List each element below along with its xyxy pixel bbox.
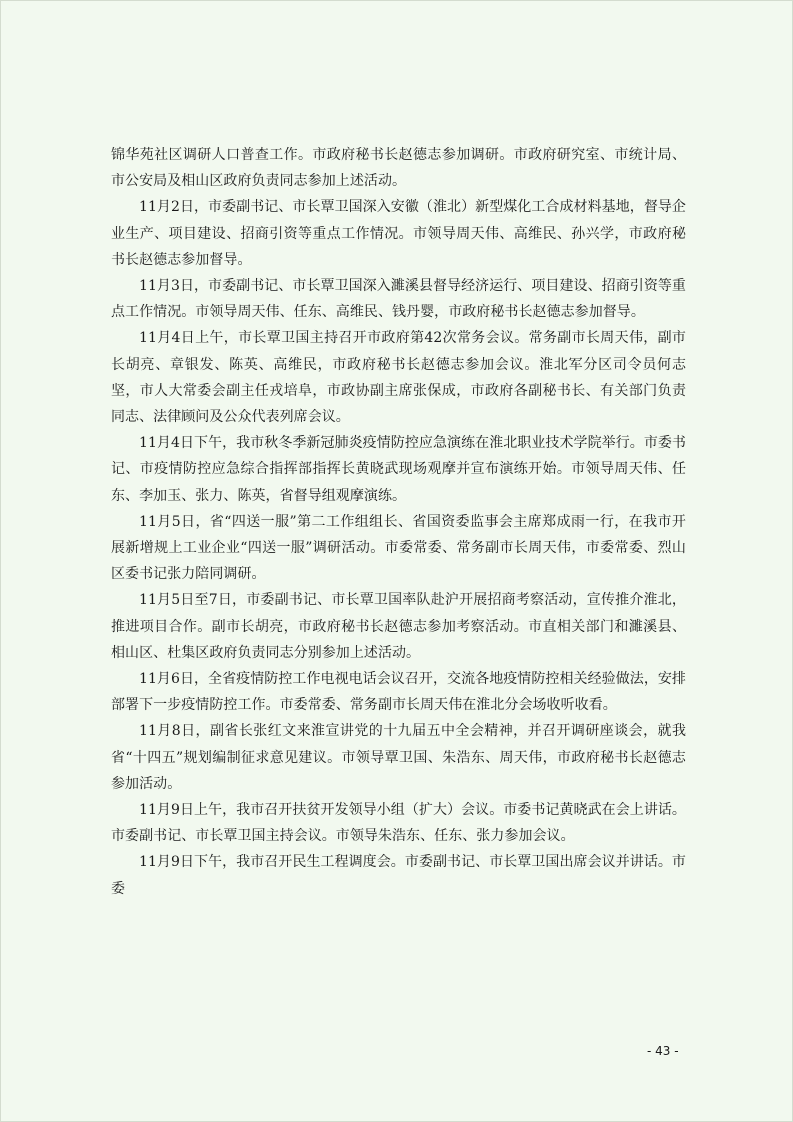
paragraph-6: 11月5日，省“四送一服”第二工作组组长、省国资委监事会主席郑成雨一行，在我市开展新增规上工业企业“四送一服”调研活动。市委常委、常务副市长周天伟，市委常委、烈山区委书记张力陪同调研。 — [111, 513, 686, 583]
paragraph-1: 锦华苑社区调研人口普查工作。市政府秘书长赵德志参加调研。市政府研究室、市统计局、市公安局及相山区政府负责同志参加上述活动。 — [111, 147, 686, 190]
page-number: - 43 - — [647, 1044, 679, 1058]
paragraph-2: 11月2日，市委副书记、市长覃卫国深入安徽（淮北）新型煤化工合成材料基地，督导企业生产、项目建设、招商引资等重点工作情况。市领导周天伟、高维民、孙兴学，市政府秘书长赵德志参加督导。 — [111, 199, 686, 268]
paragraph-4: 11月4日上午，市长覃卫国主持召开市政府第42次常务会议。常务副市长周天伟，副市长胡亮、章银发、陈英、高维民，市政府秘书长赵德志参加会议。淮北军分区司令员何志坚，市人大常委会副主任戎培阜，市政协副主席张保成，市政府各副秘书长、有关部门负责同志、法律顾问及公众代表列席会议。 — [111, 330, 686, 426]
paragraph-8: 11月6日，全省疫情防控工作电视电话会议召开，交流各地疫情防控相关经验做法，安排部署下一步疫情防控工作。市委常委、常务副市长周天伟在淮北分会场收听收看。 — [111, 671, 686, 714]
paragraph-10: 11月9日上午，我市召开扶贫开发领导小组（扩大）会议。市委书记黄晓武在会上讲话。市委副书记、市长覃卫国主持会议。市领导朱浩东、任东、张力参加会议。 — [111, 802, 686, 845]
paragraph-3: 11月3日，市委副书记、市长覃卫国深入濉溪县督导经济运行、项目建设、招商引资等重点工作情况。市领导周天伟、任东、高维民、钱丹婴，市政府秘书长赵德志参加督导。 — [111, 278, 686, 321]
paragraph-7: 11月5日至7日，市委副书记、市长覃卫国率队赴沪开展招商考察活动，宣传推介淮北，推进项目合作。副市长胡亮，市政府秘书长赵德志参加考察活动。市直相关部门和濉溪县、相山区、杜集区政府负责同志分别参加上述活动。 — [111, 592, 686, 661]
paragraph-9: 11月8日，副省长张红文来淮宣讲党的十九届五中全会精神，并召开调研座谈会，就我省“十四五”规划编制征求意见建议。市领导覃卫国、朱浩东、周天伟，市政府秘书长赵德志参加活动。 — [111, 723, 686, 792]
paragraph-11: 11月9日下午，我市召开民生工程调度会。市委副书记、市长覃卫国出席会议并讲话。市委 — [111, 854, 686, 897]
document-body — [111, 142, 686, 902]
paragraph-5: 11月4日下午，我市秋冬季新冠肺炎疫情防控应急演练在淮北职业技术学院举行。市委书记、市疫情防控应急综合指挥部指挥长黄晓武现场观摩并宣布演练开始。市领导周天伟、任东、李加玉、张力、陈英，省督导组观摩演练。 — [111, 435, 686, 504]
